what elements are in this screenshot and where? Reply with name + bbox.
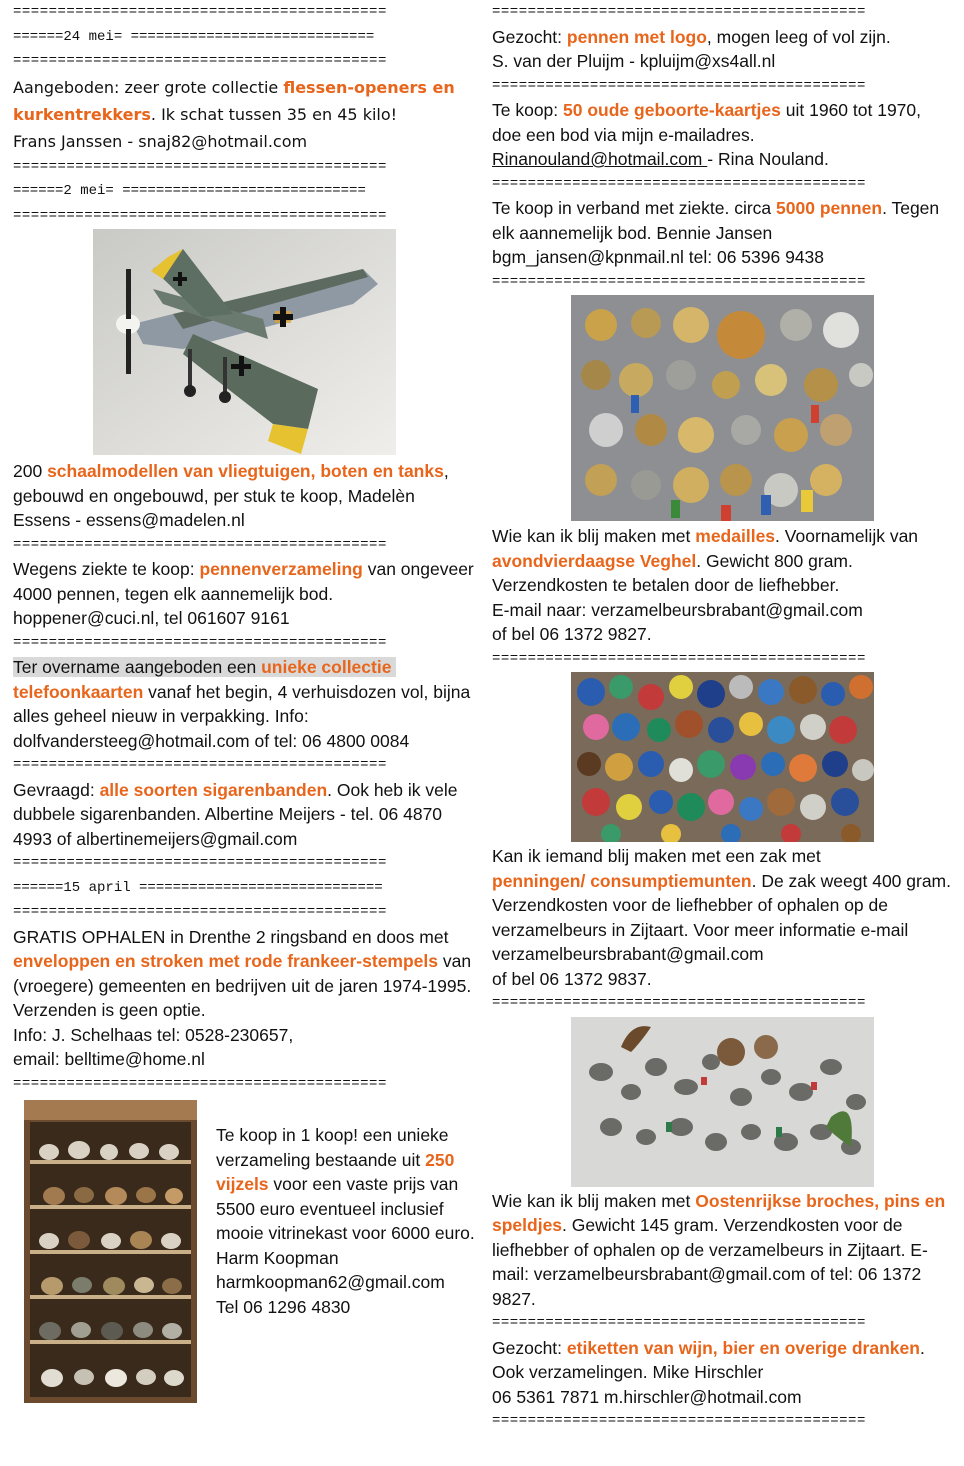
separator: ========================================== bbox=[492, 995, 866, 1011]
tokens-photo bbox=[571, 672, 952, 844]
separator: ========================================== bbox=[492, 77, 866, 94]
highlight: schaalmodellen van vliegtuigen, boten en tanks bbox=[47, 461, 444, 481]
ad-medailles: Wie kan ik blij maken met medailles. Voornamelijk van avondvierdaagse Veghel. Gewicht 800 gram. Verzendkosten te betalen door de liefhebber. E-mail naar: verzamelbeursbrabant@gmail.com of bel 06 1372 9827. bbox=[492, 526, 919, 644]
highlight: medailles bbox=[695, 526, 776, 546]
separator: ========================================== bbox=[13, 536, 387, 553]
mortar-cabinet-image bbox=[24, 1100, 197, 1403]
highlight: etiketten van wijn, bier en overige dranken bbox=[566, 1337, 920, 1358]
ad-schaalmodellen: 200 schaalmodellen van vliegtuigen, boten en tanks, gebouwd en ongebouwd, per stuk te koop, Madelèn Essens - essens@madelen.nl bbox=[13, 461, 449, 530]
ad-penningen: Kan ik iemand blij maken met een zak met penningen/ consumptiemunten. De zak weegt 400 gram. Verzendkosten voor de liefhebber of ophalen op de verzamelbeurs in Zijtaart. Voor meer informatie e-mail verzamelbeursbrabant@gmail.com of bel 06 1372 9837. bbox=[492, 846, 951, 989]
ad-etiketten: Gezocht: etiketten van wijn, bier en overige dranken. Ook verzamelingen. Mike Hirschler 06 5361 7871 m.hirschler@hotmail.com bbox=[492, 1337, 925, 1407]
separator: ========================================== bbox=[492, 1315, 866, 1331]
separator: ========================================== bbox=[13, 207, 387, 224]
ad-enveloppen: GRATIS OPHALEN in Drenthe 2 ringsband en doos met enveloppen en stroken met rode frankeer-stempels van (vroegere) gemeenten en bedrijven uit de jaren 1974-1995. Verzenden is geen optie. Info: J. Schelhaas tel: 0528-230657, email: belltime@home.nl bbox=[13, 926, 472, 1069]
separator: ========================================== bbox=[492, 175, 866, 192]
highlight: 250 vijzels bbox=[216, 1149, 455, 1194]
highlight: penningen/ consumptiemunten bbox=[492, 870, 752, 891]
separator: ========================================== bbox=[492, 1413, 866, 1429]
tokens-image bbox=[571, 672, 874, 842]
ad-geboorte-kaartjes: Te koop: 50 oude geboorte-kaartjes uit 1960 tot 1970, doe een bod via mijn e-mailadres. Rinanouland@hotmail.com - Rina Nouland. bbox=[492, 100, 922, 169]
separator: ========================================== bbox=[492, 4, 866, 20]
highlight: unieke collectie bbox=[261, 657, 392, 677]
ad-flessen-openers: Aangeboden: zeer grote collectie flessen-openers en kurkentrekkers. Ik schat tussen 35 en 45 kilo! Frans Janssen - snaj82@hotmail.com bbox=[13, 77, 455, 151]
date-header-2-mei: ======2 mei= ============================= bbox=[13, 183, 366, 199]
separator: ========================================== bbox=[13, 158, 387, 175]
separator: ========================================== bbox=[13, 634, 387, 651]
separator: ========================================== bbox=[13, 904, 387, 920]
email-link[interactable]: Rinanouland@hotmail.com bbox=[492, 149, 708, 169]
medals-image bbox=[571, 295, 874, 521]
separator: ========================================== bbox=[13, 855, 387, 871]
airplane-model-image bbox=[93, 229, 396, 455]
ad-oostenrijkse-broches: Wie kan ik blij maken met Oostenrijkse broches, pins en speldjes. Gewicht 145 gram. Verzendkosten voor de liefhebber of ophalen op de verzamelbeurs in Zijtaart. E-mail: verzamelbeursbrabant@gmail.com of tel: 06 1372 9827. bbox=[492, 1190, 946, 1309]
separator: ========================================== bbox=[492, 650, 866, 667]
separator: ========================================== bbox=[492, 273, 866, 290]
separator: ========================================== bbox=[13, 1075, 387, 1092]
highlight: Oostenrijkse broches, pins en speldjes bbox=[492, 1190, 946, 1235]
highlight: pennen met logo bbox=[566, 26, 707, 47]
ad-sigarenbanden: Gevraagd: alle soorten sigarenbanden. Ook heb ik vele dubbele sigarenbanden. Albertine Meijers - tel. 06 4870 4993 of albertinemeijers@gmail.com bbox=[13, 779, 458, 849]
highlight: avondvierdaagse Veghel bbox=[492, 550, 697, 571]
highlight: alle soorten sigarenbanden bbox=[99, 779, 328, 800]
vijzels-text: Te koop in 1 koop! een unieke verzameling bestaande uit 250 vijzels voor een vaste prijs van 5500 euro eventueel inclusief mooie vitrinekast voor 6000 euro. Harm Koopman harmkoopman62@gmail.com Tel 06 1296 4830 bbox=[216, 1125, 475, 1317]
separator: ========================================== bbox=[13, 757, 387, 773]
highlight: enveloppen en stroken met rode frankeer-stempels bbox=[13, 951, 438, 971]
left-column bbox=[13, 0, 475, 1402]
highlight: 50 oude geboorte-kaartjes bbox=[563, 100, 781, 120]
highlight: flessen-openers en kurkentrekkers bbox=[13, 77, 455, 124]
airplane-model-photo bbox=[93, 229, 475, 459]
date-header-15-april: ======15 april ============================= bbox=[13, 879, 383, 896]
ad-vijzels bbox=[13, 1096, 475, 1402]
contact: Frans Janssen - snaj82@hotmail.com bbox=[13, 131, 308, 151]
separator: ========================================== bbox=[13, 4, 387, 20]
highlight: pennenverzameling bbox=[199, 559, 363, 579]
ad-pennen-met-logo: Gezocht: pennen met logo, mogen leeg of vol zijn. S. van der Pluijm - kpluijm@xs4all.nl bbox=[492, 26, 891, 71]
medals-photo bbox=[571, 295, 952, 524]
broches-image bbox=[571, 1017, 874, 1187]
highlight: telefoonkaarten bbox=[13, 681, 144, 702]
ad-telefoonkaarten: Ter overname aangeboden een unieke collectie telefoonkaarten vanaf het begin, 4 verhuisdozen vol, bijna alles geheel nieuw in verpakking. Info: dolfvandersteeg@hotmail.com of tel: 06 4800 0084 bbox=[13, 657, 471, 751]
date-header-24-mei: ======24 mei= ============================= bbox=[13, 28, 375, 45]
ad-5000-pennen: Te koop in verband met ziekte. circa 5000 pennen. Tegen elk aannemelijk bod. Bennie Jansen bgm_jansen@kpnmail.nl tel: 06 5396 9438 bbox=[492, 198, 940, 267]
ad-pennenverzameling: Wegens ziekte te koop: pennenverzameling van ongeveer 4000 pennen, tegen elk aannemelijk bod. hoppener@cuci.nl, tel 061607 9161 bbox=[13, 559, 474, 628]
right-column bbox=[492, 0, 952, 1434]
highlight: 5000 pennen bbox=[776, 198, 883, 218]
broches-photo bbox=[571, 1017, 952, 1189]
separator: ========================================== bbox=[13, 53, 387, 69]
